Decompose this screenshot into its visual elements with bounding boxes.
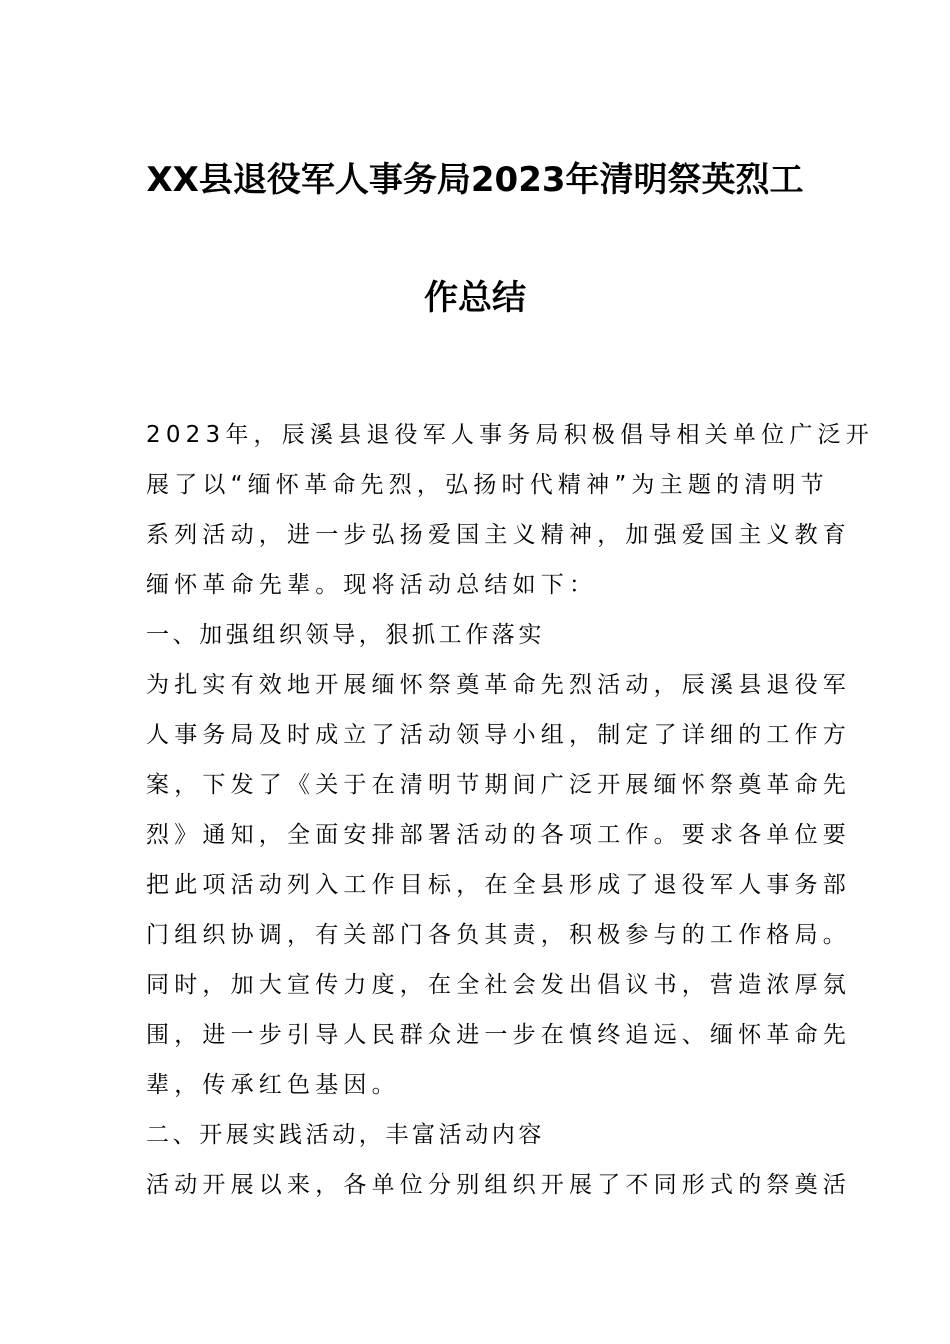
body-line-8: 案，下发了《关于在清明节期间广泛开展缅怀祭奠革命先	[146, 772, 851, 798]
section-heading-1: 一、加强组织领导，狠抓工作落实	[146, 622, 545, 648]
body-line-16: 活动开展以来，各单位分别组织开展了不同形式的祭奠活	[146, 1172, 851, 1198]
document-body	[146, 410, 874, 1210]
section-heading-2: 二、开展实践活动，丰富活动内容	[146, 1122, 545, 1148]
document-title-line-1: XX县退役军人事务局2023年清明祭英烈工	[146, 160, 804, 200]
body-line-13: 围，进一步引导人民群众进一步在慎终追远、缅怀革命先	[146, 1022, 851, 1048]
body-line-12: 同时，加大宣传力度，在全社会发出倡议书，营造浓厚氛	[146, 972, 851, 998]
body-line-14: 辈，传承红色基因。	[146, 1072, 400, 1098]
body-line-7: 人事务局及时成立了活动领导小组，制定了详细的工作方	[146, 722, 851, 748]
body-line-11: 门组织协调，有关部门各负其责，积极参与的工作格局。	[146, 922, 851, 948]
body-line-4: 缅怀革命先辈。现将活动总结如下：	[146, 572, 598, 598]
body-line-1: 2023年，辰溪县退役军人事务局积极倡导相关单位广泛开	[146, 422, 874, 448]
body-line-10: 把此项活动列入工作目标，在全县形成了退役军人事务部	[146, 872, 851, 898]
body-line-2: 展了以“缅怀革命先烈，弘扬时代精神”为主题的清明节	[146, 472, 829, 498]
document-title-line-2: 作总结	[424, 278, 526, 318]
body-line-9: 烈》通知，全面安排部署活动的各项工作。要求各单位要	[146, 822, 851, 848]
body-line-6: 为扎实有效地开展缅怀祭奠革命先烈活动，辰溪县退役军	[146, 672, 851, 698]
body-line-3: 系列活动，进一步弘扬爱国主义精神，加强爱国主义教育	[146, 522, 851, 548]
